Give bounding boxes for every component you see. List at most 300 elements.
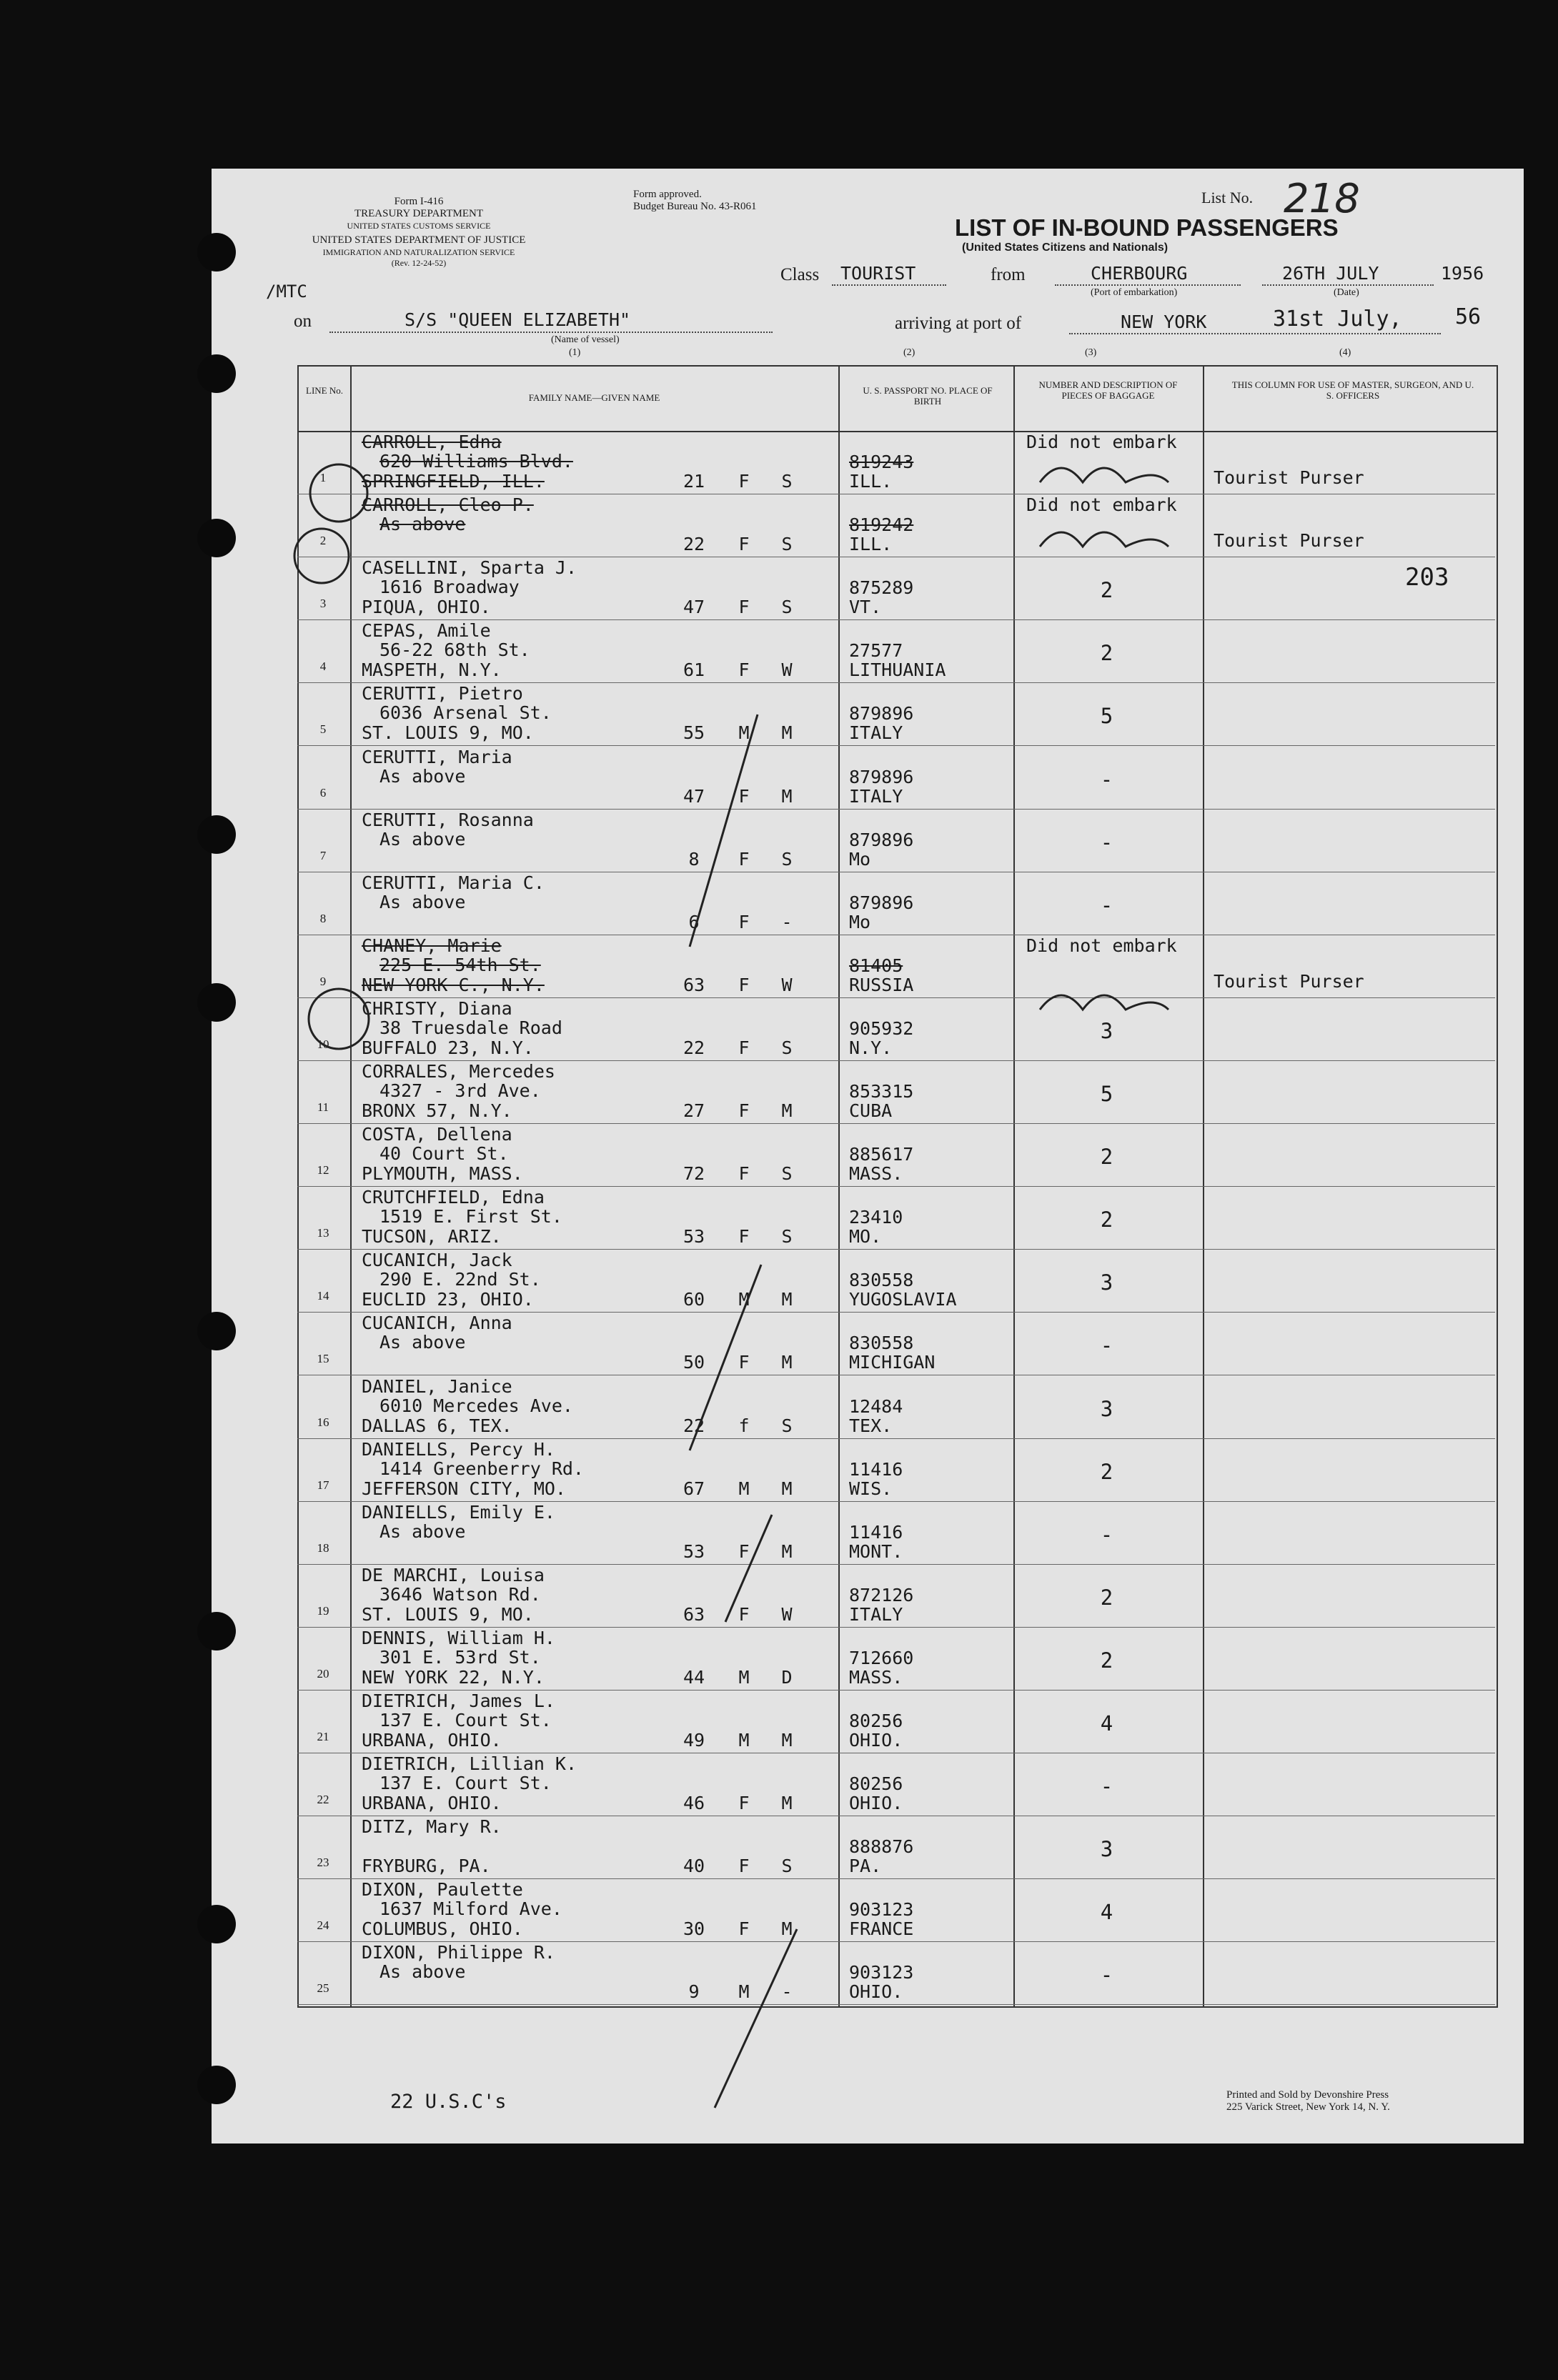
ins-service: IMMIGRATION AND NATURALIZATION SERVICE bbox=[322, 247, 515, 257]
baggage-count: - bbox=[1100, 892, 1113, 917]
place-of-birth: PA. bbox=[849, 1856, 882, 1877]
embark-note: Did not embark bbox=[1026, 935, 1177, 956]
header-line-no: LINE No. bbox=[306, 385, 343, 396]
embark-note: Did not embark bbox=[1026, 432, 1177, 452]
passenger-name: DIXON, Paulette bbox=[362, 1879, 523, 1901]
punch-hole bbox=[197, 1312, 236, 1350]
passenger-status: W bbox=[781, 659, 793, 681]
table-row bbox=[297, 872, 1495, 935]
passport-number: 819243 bbox=[849, 452, 914, 472]
col-num-3: (3) bbox=[1085, 347, 1097, 358]
baggage-count: 3 bbox=[1100, 1837, 1113, 1862]
place-of-birth: ITALY bbox=[849, 785, 903, 807]
header-baggage: NUMBER AND DESCRIPTION OF PIECES OF BAGGAGE bbox=[1038, 379, 1178, 401]
on-label: on bbox=[294, 312, 312, 331]
vessel-value: S/S "QUEEN ELIZABETH" bbox=[405, 309, 631, 330]
date-year: 1956 bbox=[1441, 263, 1484, 284]
date-value: 26TH JULY bbox=[1282, 263, 1379, 284]
passenger-sex: F bbox=[738, 1793, 750, 1814]
passenger-sex: F bbox=[738, 911, 750, 932]
col-num-4: (4) bbox=[1339, 347, 1351, 358]
place-of-birth: RUSSIA bbox=[849, 974, 914, 995]
passenger-name: DENNIS, William H. bbox=[362, 1627, 555, 1648]
passport-number: 712660 bbox=[849, 1647, 914, 1668]
passenger-name: CASELLINI, Sparta J. bbox=[362, 557, 577, 579]
place-of-birth: Mo bbox=[849, 848, 871, 870]
passenger-age: 46 bbox=[683, 1793, 705, 1814]
passport-number: 888876 bbox=[849, 1836, 914, 1858]
passenger-age: 6 bbox=[688, 911, 700, 932]
table-row bbox=[297, 997, 1495, 1061]
passenger-status: M bbox=[781, 1352, 793, 1373]
passenger-age: 50 bbox=[683, 1352, 705, 1373]
place-of-birth: MONT. bbox=[849, 1540, 903, 1562]
passenger-address: As above bbox=[379, 1961, 466, 1983]
line-number: 19 bbox=[317, 1603, 329, 1618]
passport-number: 875289 bbox=[849, 577, 914, 599]
passenger-name: CARROLL, Cleo P. bbox=[362, 494, 534, 516]
passenger-name: CARROLL, Edna bbox=[362, 432, 502, 452]
punch-hole bbox=[197, 815, 236, 854]
passenger-status: - bbox=[781, 911, 793, 932]
passenger-status: M bbox=[781, 722, 793, 744]
passenger-status: D bbox=[781, 1666, 793, 1688]
table-row bbox=[297, 1941, 1495, 2005]
passenger-sex: F bbox=[738, 1100, 750, 1121]
table-row bbox=[297, 431, 1495, 494]
passenger-age: 22 bbox=[683, 1415, 705, 1436]
passenger-sex: F bbox=[738, 659, 750, 681]
table-row bbox=[297, 494, 1495, 557]
passenger-age: 8 bbox=[688, 848, 700, 870]
list-no-label: List No. bbox=[1201, 189, 1254, 206]
table-row bbox=[297, 746, 1495, 810]
passport-number: 80256 bbox=[849, 1773, 903, 1795]
table-row bbox=[297, 1438, 1495, 1502]
passenger-sex: F bbox=[738, 785, 750, 807]
baggage-count: 2 bbox=[1100, 1648, 1113, 1673]
punch-hole bbox=[197, 983, 236, 1022]
passenger-status: M bbox=[781, 1793, 793, 1814]
line-number: 17 bbox=[317, 1478, 329, 1492]
passenger-age: 22 bbox=[683, 534, 705, 555]
passenger-sex: F bbox=[738, 471, 750, 492]
passenger-city: URBANA, OHIO. bbox=[362, 1730, 502, 1751]
line-number: 12 bbox=[317, 1163, 329, 1177]
passenger-status: W bbox=[781, 974, 793, 995]
passenger-address: 290 E. 22nd St. bbox=[379, 1269, 541, 1290]
passenger-name: DE MARCHI, Louisa bbox=[362, 1564, 545, 1585]
passenger-status: M bbox=[781, 1478, 793, 1499]
baggage-count: 2 bbox=[1100, 1208, 1113, 1233]
passport-number: 830558 bbox=[849, 1270, 914, 1291]
passenger-sex: M bbox=[738, 1478, 750, 1499]
class-value: TOURIST bbox=[840, 263, 916, 284]
passenger-name: CRUTCHFIELD, Edna bbox=[362, 1187, 545, 1208]
officer-remark: 203 bbox=[1405, 563, 1449, 592]
passenger-status: S bbox=[781, 848, 793, 870]
printer-line-2: 225 Varick Street, New York 14, N. Y. bbox=[1226, 2101, 1390, 2113]
passenger-sex: F bbox=[738, 534, 750, 555]
passenger-address: 225 E. 54th St. bbox=[379, 954, 541, 975]
passenger-age: 44 bbox=[683, 1666, 705, 1688]
table-row bbox=[297, 1753, 1495, 1816]
passenger-age: 22 bbox=[683, 1037, 705, 1058]
list-no-value: 218 bbox=[1284, 176, 1360, 222]
line-number: 22 bbox=[317, 1793, 329, 1807]
line-number: 6 bbox=[319, 785, 327, 800]
line-number: 11 bbox=[317, 1100, 329, 1114]
arriving-label: arriving at port of bbox=[895, 314, 1022, 333]
passenger-age: 9 bbox=[688, 1981, 700, 2003]
passport-number: 885617 bbox=[849, 1144, 914, 1165]
punch-hole bbox=[197, 2066, 236, 2104]
passenger-address: 137 E. Court St. bbox=[379, 1773, 552, 1794]
passenger-status: S bbox=[781, 1163, 793, 1185]
passenger-status: S bbox=[781, 1856, 793, 1877]
passport-number: 879896 bbox=[849, 892, 914, 913]
table-row bbox=[297, 1060, 1495, 1124]
baggage-count: - bbox=[1100, 1333, 1113, 1358]
col-num-2: (2) bbox=[903, 347, 916, 358]
passenger-sex: F bbox=[738, 1037, 750, 1058]
baggage-count: 2 bbox=[1100, 1145, 1113, 1170]
form-number: Form I-416 bbox=[394, 196, 444, 207]
passenger-name: DIETRICH, James L. bbox=[362, 1691, 555, 1711]
passenger-name: CHRISTY, Diana bbox=[362, 997, 512, 1019]
table-row bbox=[297, 682, 1495, 746]
passenger-city: SPRINGFIELD, ILL. bbox=[362, 471, 545, 492]
treasury-dept: TREASURY DEPARTMENT bbox=[354, 208, 484, 219]
line-number: 5 bbox=[319, 722, 327, 737]
place-of-birth: YUGOSLAVIA bbox=[849, 1289, 957, 1310]
col-num-1: (1) bbox=[569, 347, 581, 358]
table-row bbox=[297, 619, 1495, 683]
passenger-sex: F bbox=[738, 1352, 750, 1373]
place-of-birth: LITHUANIA bbox=[849, 659, 946, 681]
passenger-address: 4327 - 3rd Ave. bbox=[379, 1080, 541, 1101]
revision: (Rev. 12-24-52) bbox=[391, 258, 447, 268]
passport-number: 830558 bbox=[849, 1333, 914, 1354]
passenger-address: 38 Truesdale Road bbox=[379, 1017, 562, 1038]
customs-service: UNITED STATES CUSTOMS SERVICE bbox=[347, 221, 491, 231]
baggage-count: 2 bbox=[1100, 1585, 1113, 1610]
passenger-sex: f bbox=[738, 1415, 750, 1436]
passenger-city: PIQUA, OHIO. bbox=[362, 597, 491, 618]
passenger-name: CEPAS, Amile bbox=[362, 620, 491, 642]
baggage-count: 3 bbox=[1100, 1018, 1113, 1043]
line-number: 3 bbox=[319, 597, 327, 611]
punch-hole bbox=[197, 354, 236, 393]
passenger-name: DIXON, Philippe R. bbox=[362, 1942, 555, 1963]
passenger-name: CERUTTI, Pietro bbox=[362, 683, 523, 704]
baggage-count: 5 bbox=[1100, 1082, 1113, 1106]
line-number: 10 bbox=[317, 1037, 329, 1051]
punch-hole bbox=[197, 1612, 236, 1650]
passenger-address: 137 E. Court St. bbox=[379, 1710, 552, 1731]
form-sheet bbox=[212, 169, 1524, 2144]
line-number: 9 bbox=[319, 974, 327, 988]
passport-number: 819242 bbox=[849, 514, 914, 536]
passenger-sex: M bbox=[738, 722, 750, 744]
embark-note: Did not embark bbox=[1026, 494, 1177, 516]
place-of-birth: N.Y. bbox=[849, 1037, 893, 1058]
place-of-birth: CUBA bbox=[849, 1100, 893, 1121]
line-number: 4 bbox=[319, 659, 327, 674]
passenger-age: 53 bbox=[683, 1540, 705, 1562]
line-number: 20 bbox=[317, 1666, 329, 1681]
header-passport: U. S. PASSPORT NO. PLACE OF BIRTH bbox=[863, 385, 993, 407]
passenger-sex: F bbox=[738, 848, 750, 870]
passenger-sex: F bbox=[738, 974, 750, 995]
table-row bbox=[297, 935, 1495, 998]
arrival-date: 31st July, bbox=[1273, 307, 1402, 332]
passenger-address: As above bbox=[379, 514, 466, 535]
passenger-age: 60 bbox=[683, 1289, 705, 1310]
budget-bureau: Budget Bureau No. 43-R061 bbox=[633, 201, 757, 212]
passenger-age: 61 bbox=[683, 659, 705, 681]
passenger-city: JEFFERSON CITY, MO. bbox=[362, 1478, 566, 1499]
passenger-status: S bbox=[781, 534, 793, 555]
passenger-age: 40 bbox=[683, 1856, 705, 1877]
passenger-age: 21 bbox=[683, 471, 705, 492]
line-number: 8 bbox=[319, 911, 327, 925]
passenger-age: 27 bbox=[683, 1100, 705, 1121]
place-of-birth: ITALY bbox=[849, 1603, 903, 1625]
passport-number: 80256 bbox=[849, 1711, 903, 1731]
passenger-city: EUCLID 23, OHIO. bbox=[362, 1289, 534, 1310]
passenger-status: W bbox=[781, 1603, 793, 1625]
passport-number: 879896 bbox=[849, 703, 914, 725]
passenger-address: As above bbox=[379, 828, 466, 850]
baggage-count: 2 bbox=[1100, 1459, 1113, 1484]
passenger-name: DITZ, Mary R. bbox=[362, 1816, 502, 1838]
passenger-address: 6036 Arsenal St. bbox=[379, 702, 552, 724]
passenger-age: 72 bbox=[683, 1163, 705, 1185]
passenger-city: NEW YORK C., N.Y. bbox=[362, 974, 545, 995]
baggage-count: - bbox=[1100, 1522, 1113, 1547]
passenger-address: 1637 Milford Ave. bbox=[379, 1898, 562, 1920]
passenger-name: DIETRICH, Lillian K. bbox=[362, 1753, 577, 1775]
passenger-sex: F bbox=[738, 1540, 750, 1562]
passenger-status: S bbox=[781, 597, 793, 618]
passenger-city: URBANA, OHIO. bbox=[362, 1793, 502, 1814]
line-number: 15 bbox=[317, 1352, 329, 1366]
baggage-count: 2 bbox=[1100, 641, 1113, 666]
page-title: LIST OF IN-BOUND PASSENGERS bbox=[955, 214, 1339, 241]
passport-number: 11416 bbox=[849, 1521, 903, 1543]
place-of-birth: OHIO. bbox=[849, 1981, 903, 2003]
passport-number: 903123 bbox=[849, 1962, 914, 1983]
passport-number: 905932 bbox=[849, 1017, 914, 1039]
passenger-address: 6010 Mercedes Ave. bbox=[379, 1395, 573, 1416]
place-of-birth: TEX. bbox=[849, 1415, 893, 1436]
passenger-age: 47 bbox=[683, 785, 705, 807]
line-number: 21 bbox=[317, 1730, 329, 1743]
place-of-birth: Mo bbox=[849, 911, 871, 932]
passenger-age: 67 bbox=[683, 1478, 705, 1499]
passenger-address: 1519 E. First St. bbox=[379, 1206, 562, 1228]
arrival-port: NEW YORK bbox=[1121, 312, 1207, 332]
passport-number: 879896 bbox=[849, 766, 914, 787]
place-of-birth: VT. bbox=[849, 597, 882, 618]
punch-hole bbox=[197, 519, 236, 557]
printer-line-1: Printed and Sold by Devonshire Press bbox=[1226, 2089, 1389, 2101]
line-number: 13 bbox=[317, 1226, 329, 1240]
baggage-count: 4 bbox=[1100, 1900, 1113, 1925]
table-row bbox=[297, 1627, 1495, 1691]
passenger-age: 53 bbox=[683, 1226, 705, 1248]
table-row bbox=[297, 1375, 1495, 1439]
passenger-sex: F bbox=[738, 1603, 750, 1625]
table-row bbox=[297, 1878, 1495, 1942]
passenger-address: 56-22 68th St. bbox=[379, 639, 530, 661]
baggage-count: - bbox=[1100, 1774, 1113, 1799]
baggage-count: - bbox=[1100, 830, 1113, 855]
passenger-name: CERUTTI, Rosanna bbox=[362, 809, 534, 830]
passenger-city: MASPETH, N.Y. bbox=[362, 659, 502, 681]
passenger-address: 1616 Broadway bbox=[379, 577, 520, 598]
passenger-name: DANIEL, Janice bbox=[362, 1375, 512, 1397]
table-row bbox=[297, 1501, 1495, 1565]
place-of-birth: MASS. bbox=[849, 1666, 903, 1688]
place-of-birth: OHIO. bbox=[849, 1730, 903, 1751]
passport-number: 81405 bbox=[849, 955, 903, 976]
passenger-name: CHANEY, Marie bbox=[362, 935, 502, 956]
passenger-name: CERUTTI, Maria C. bbox=[362, 872, 545, 893]
header-family-name: FAMILY NAME—GIVEN NAME bbox=[528, 392, 660, 403]
passenger-city: NEW YORK 22, N.Y. bbox=[362, 1666, 545, 1688]
passport-number: 872126 bbox=[849, 1584, 914, 1605]
officer-remark: Tourist Purser bbox=[1214, 970, 1364, 992]
mtc-mark: /MTC bbox=[266, 282, 307, 302]
place-of-birth: FRANCE bbox=[849, 1918, 914, 1940]
passenger-sex: F bbox=[738, 1226, 750, 1248]
passenger-status: M bbox=[781, 1540, 793, 1562]
table-row bbox=[297, 1816, 1495, 1879]
passenger-address: As above bbox=[379, 1332, 466, 1353]
passenger-age: 47 bbox=[683, 597, 705, 618]
table-row bbox=[297, 809, 1495, 872]
passenger-name: DANIELLS, Emily E. bbox=[362, 1501, 555, 1523]
passenger-address: As above bbox=[379, 1520, 466, 1542]
passenger-status: M bbox=[781, 1289, 793, 1310]
line-number: 24 bbox=[317, 1918, 329, 1933]
baggage-count: - bbox=[1100, 1963, 1113, 1988]
line-number: 7 bbox=[319, 848, 327, 862]
passenger-address: 3646 Watson Rd. bbox=[379, 1583, 541, 1605]
place-of-birth: OHIO. bbox=[849, 1793, 903, 1814]
passport-number: 853315 bbox=[849, 1081, 914, 1102]
passenger-status: S bbox=[781, 1037, 793, 1058]
table-row bbox=[297, 557, 1495, 620]
passport-number: 23410 bbox=[849, 1207, 903, 1228]
passenger-city: PLYMOUTH, MASS. bbox=[362, 1163, 523, 1185]
passenger-name: CORRALES, Mercedes bbox=[362, 1061, 555, 1082]
table-row bbox=[297, 1186, 1495, 1250]
passenger-status: - bbox=[781, 1981, 793, 2003]
date-caption: (Date) bbox=[1334, 287, 1359, 298]
passenger-status: M bbox=[781, 1918, 793, 1940]
table-row bbox=[297, 1690, 1495, 1753]
passenger-age: 63 bbox=[683, 1603, 705, 1625]
line-number: 2 bbox=[319, 534, 327, 548]
passenger-name: DANIELLS, Percy H. bbox=[362, 1438, 555, 1460]
embark-caption: (Port of embarkation) bbox=[1091, 287, 1178, 298]
passenger-status: M bbox=[781, 1100, 793, 1121]
from-value: CHERBOURG bbox=[1091, 263, 1188, 284]
passenger-city: TUCSON, ARIZ. bbox=[362, 1226, 502, 1248]
passenger-address: 301 E. 53rd St. bbox=[379, 1646, 541, 1668]
place-of-birth: ILL. bbox=[849, 471, 893, 492]
passenger-sex: F bbox=[738, 597, 750, 618]
line-number: 23 bbox=[317, 1856, 329, 1870]
passenger-age: 49 bbox=[683, 1730, 705, 1751]
passenger-status: S bbox=[781, 1415, 793, 1436]
passport-number: 27577 bbox=[849, 640, 903, 662]
passenger-name: CUCANICH, Anna bbox=[362, 1313, 512, 1334]
table-row bbox=[297, 1249, 1495, 1313]
passenger-city: ST. LOUIS 9, MO. bbox=[362, 1603, 534, 1625]
passenger-sex: M bbox=[738, 1981, 750, 2003]
passenger-age: 63 bbox=[683, 974, 705, 995]
passenger-sex: F bbox=[738, 1163, 750, 1185]
officer-remark: Tourist Purser bbox=[1214, 467, 1364, 488]
passport-number: 879896 bbox=[849, 829, 914, 850]
punch-hole bbox=[197, 233, 236, 272]
line-number: 16 bbox=[317, 1415, 329, 1429]
vessel-caption: (Name of vessel) bbox=[551, 334, 620, 345]
passenger-age: 55 bbox=[683, 722, 705, 744]
passenger-age: 30 bbox=[683, 1918, 705, 1940]
passenger-sex: M bbox=[738, 1289, 750, 1310]
table-row bbox=[297, 1123, 1495, 1187]
passenger-sex: F bbox=[738, 1856, 750, 1877]
place-of-birth: MICHIGAN bbox=[849, 1352, 936, 1373]
passenger-sex: F bbox=[738, 1918, 750, 1940]
passenger-city: BRONX 57, N.Y. bbox=[362, 1100, 512, 1121]
baggage-count: - bbox=[1100, 767, 1113, 792]
passenger-status: M bbox=[781, 1730, 793, 1751]
page-subtitle: (United States Citizens and Nationals) bbox=[962, 242, 1168, 254]
total-count: 22 U.S.C's bbox=[390, 2091, 507, 2113]
form-approved: Form approved. bbox=[633, 189, 702, 200]
baggage-count: 3 bbox=[1100, 1396, 1113, 1421]
place-of-birth: WIS. bbox=[849, 1478, 893, 1499]
table-row bbox=[297, 1312, 1495, 1375]
header-officers: THIS COLUMN FOR USE OF MASTER, SURGEON, AND U. S. OFFICERS bbox=[1231, 379, 1474, 401]
line-number: 18 bbox=[317, 1540, 329, 1555]
passenger-sex: M bbox=[738, 1730, 750, 1751]
passenger-name: CUCANICH, Jack bbox=[362, 1250, 512, 1271]
place-of-birth: MASS. bbox=[849, 1163, 903, 1185]
baggage-count: 2 bbox=[1100, 578, 1113, 603]
baggage-count: 5 bbox=[1100, 704, 1113, 729]
justice-dept: UNITED STATES DEPARTMENT OF JUSTICE bbox=[312, 234, 526, 246]
passenger-status: S bbox=[781, 1226, 793, 1248]
passenger-city: COLUMBUS, OHIO. bbox=[362, 1918, 523, 1940]
passenger-address: 40 Court St. bbox=[379, 1143, 509, 1165]
line-number: 1 bbox=[319, 471, 327, 484]
punch-hole bbox=[197, 1905, 236, 1943]
class-label: Class bbox=[780, 265, 820, 284]
passport-number: 12484 bbox=[849, 1395, 903, 1417]
from-label: from bbox=[991, 265, 1026, 284]
passenger-address: As above bbox=[379, 765, 466, 787]
passenger-status: M bbox=[781, 785, 793, 807]
place-of-birth: MO. bbox=[849, 1226, 882, 1248]
place-of-birth: ILL. bbox=[849, 534, 893, 555]
